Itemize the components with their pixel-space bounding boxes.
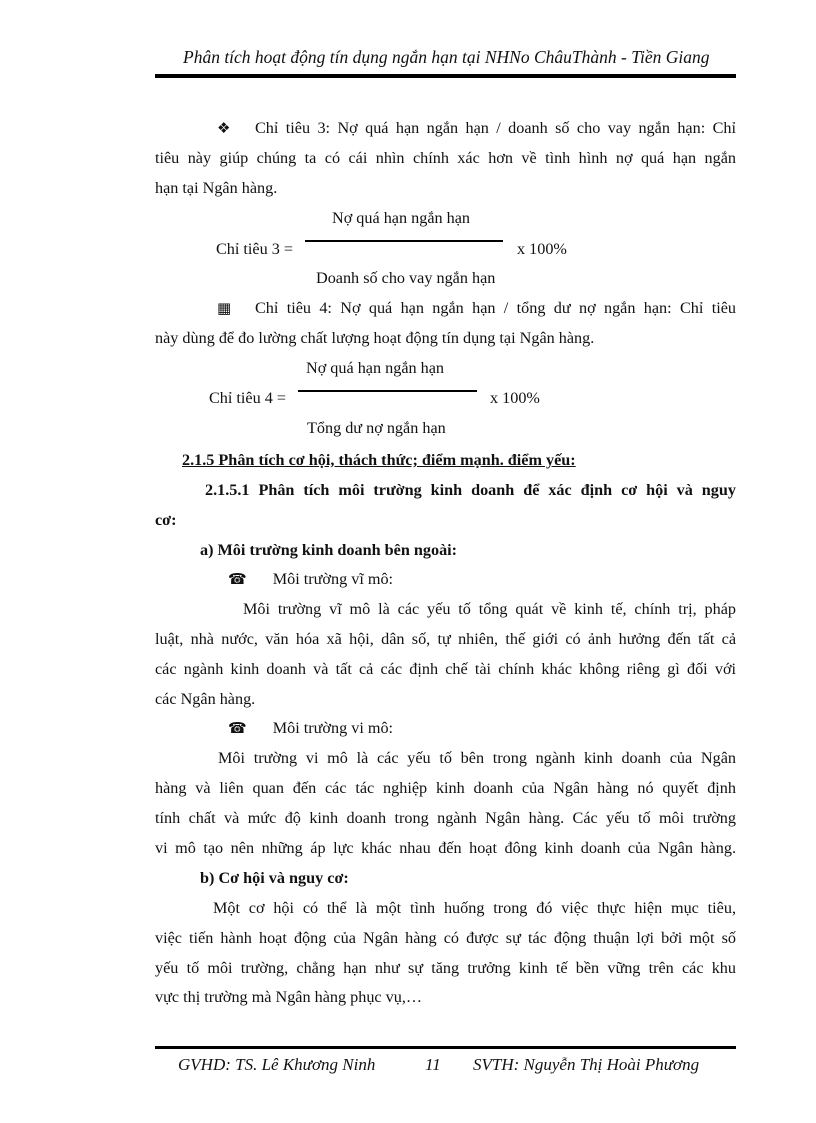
micro-paragraph-line4: vi mô tạo nên những áp lực khác nhau đến hoạt đông kinh doanh của Ngân hàng. (155, 839, 736, 857)
diamond-bullet-icon: ❖ (217, 119, 231, 137)
indicator3-intro-line2: tiêu này giúp chúng ta có cái nhìn chính xác hơn về tình hình nợ quá hạn ngắn (155, 149, 736, 167)
section-heading-2-1-5: 2.1.5 Phân tích cơ hội, thách thức; điểm mạnh. điểm yếu: (182, 451, 576, 469)
indicator4-denominator: Tổng dư nợ ngắn hạn (307, 419, 446, 437)
section-heading-2-1-5-1-cont: cơ: (155, 511, 177, 529)
micro-title-row (228, 718, 393, 738)
subheading-opportunities-threats: b) Cơ hội và nguy cơ: (200, 869, 349, 887)
book-bullet-icon: ▦ (217, 299, 232, 317)
indicator4-fraction-bar (298, 390, 477, 392)
opportunity-paragraph-line2: việc tiến hành hoạt động của Ngân hàng có được sự tác động thuận lợi bởi một số (155, 929, 736, 947)
micro-paragraph-line2: hàng và liên quan đến các tác nghiệp kinh doanh của Ngân hàng nó quyết định (155, 779, 736, 797)
opportunity-paragraph-line1: Một cơ hội có thể là một tình huống trong đó việc thực hiện mục tiêu, (213, 899, 736, 917)
indicator3-fraction-bar (305, 240, 503, 242)
footer-rule (155, 1046, 736, 1049)
indicator3-intro-line3: hạn tại Ngân hàng. (155, 179, 278, 197)
macro-paragraph-line2: luật, nhà nước, văn hóa xã hội, dân số, tự nhiên, thế giới có ảnh hưởng đến tất cả (155, 630, 736, 648)
macro-paragraph-line4: các Ngân hàng. (155, 690, 256, 708)
indicator4-multiplier: x 100% (490, 389, 540, 407)
indicator4-label: Chỉ tiêu 4 = (209, 389, 287, 407)
phone-bullet-icon: ☎ (228, 719, 247, 737)
macro-paragraph-line3: các ngành kinh doanh và tất cả các định chế tài chính khác không riêng gì đối với (155, 660, 736, 678)
micro-paragraph-line3: tính chất và mức độ kinh doanh trong ngành Ngân hàng. Các yếu tố môi trường (155, 809, 736, 827)
macro-environment-title: Môi trường vĩ mô: (272, 570, 394, 588)
indicator4-numerator: Nợ quá hạn ngắn hạn (306, 359, 445, 377)
macro-title-row (228, 569, 393, 589)
micro-paragraph-line1: Môi trường vi mô là các yếu tố bên trong ngành kinh doanh của Ngân (218, 749, 736, 767)
indicator3-denominator: Doanh số cho vay ngắn hạn (316, 269, 496, 287)
page-header-title: Phân tích hoạt động tín dụng ngắn hạn tại NHNo ChâuThành - Tiền Giang (183, 47, 710, 67)
indicator4-intro-line1: Chỉ tiêu 4: Nợ quá hạn ngắn hạn / tổng dư nợ ngắn hạn: Chỉ tiêu (255, 299, 736, 317)
section-heading-2-1-5-1: 2.1.5.1 Phân tích môi trường kinh doanh để xác định cơ hội và nguy (205, 481, 736, 499)
phone-bullet-icon: ☎ (228, 570, 247, 588)
footer-student: SVTH: Nguyễn Thị Hoài Phương (473, 1055, 700, 1074)
header-rule (155, 74, 736, 78)
opportunity-paragraph-line3: yếu tố môi trường, chẳng hạn như sự tăng trưởng kinh tế bền vững trên các khu (155, 959, 736, 977)
indicator3-intro-line1: Chỉ tiêu 3: Nợ quá hạn ngắn hạn / doanh số cho vay ngắn hạn: Chỉ (255, 119, 736, 137)
indicator3-numerator: Nợ quá hạn ngắn hạn (332, 209, 471, 227)
micro-environment-title: Môi trường vi mô: (272, 719, 394, 737)
subheading-external-environment: a) Môi trường kinh doanh bên ngoài: (200, 541, 458, 559)
indicator3-multiplier: x 100% (517, 240, 567, 258)
indicator4-intro-line2: này dùng để đo lường chất lượng hoạt động tín dụng tại Ngân hàng. (155, 329, 595, 347)
macro-paragraph-line1: Môi trường vĩ mô là các yếu tố tổng quát về kinh tế, chính trị, pháp (243, 600, 736, 618)
footer-advisor: GVHD: TS. Lê Khương Ninh (178, 1055, 376, 1074)
opportunity-paragraph-line4: vực thị trường mà Ngân hàng phục vụ,… (155, 988, 423, 1006)
indicator3-label: Chỉ tiêu 3 = (216, 240, 294, 258)
footer-page-number: 11 (425, 1055, 441, 1074)
